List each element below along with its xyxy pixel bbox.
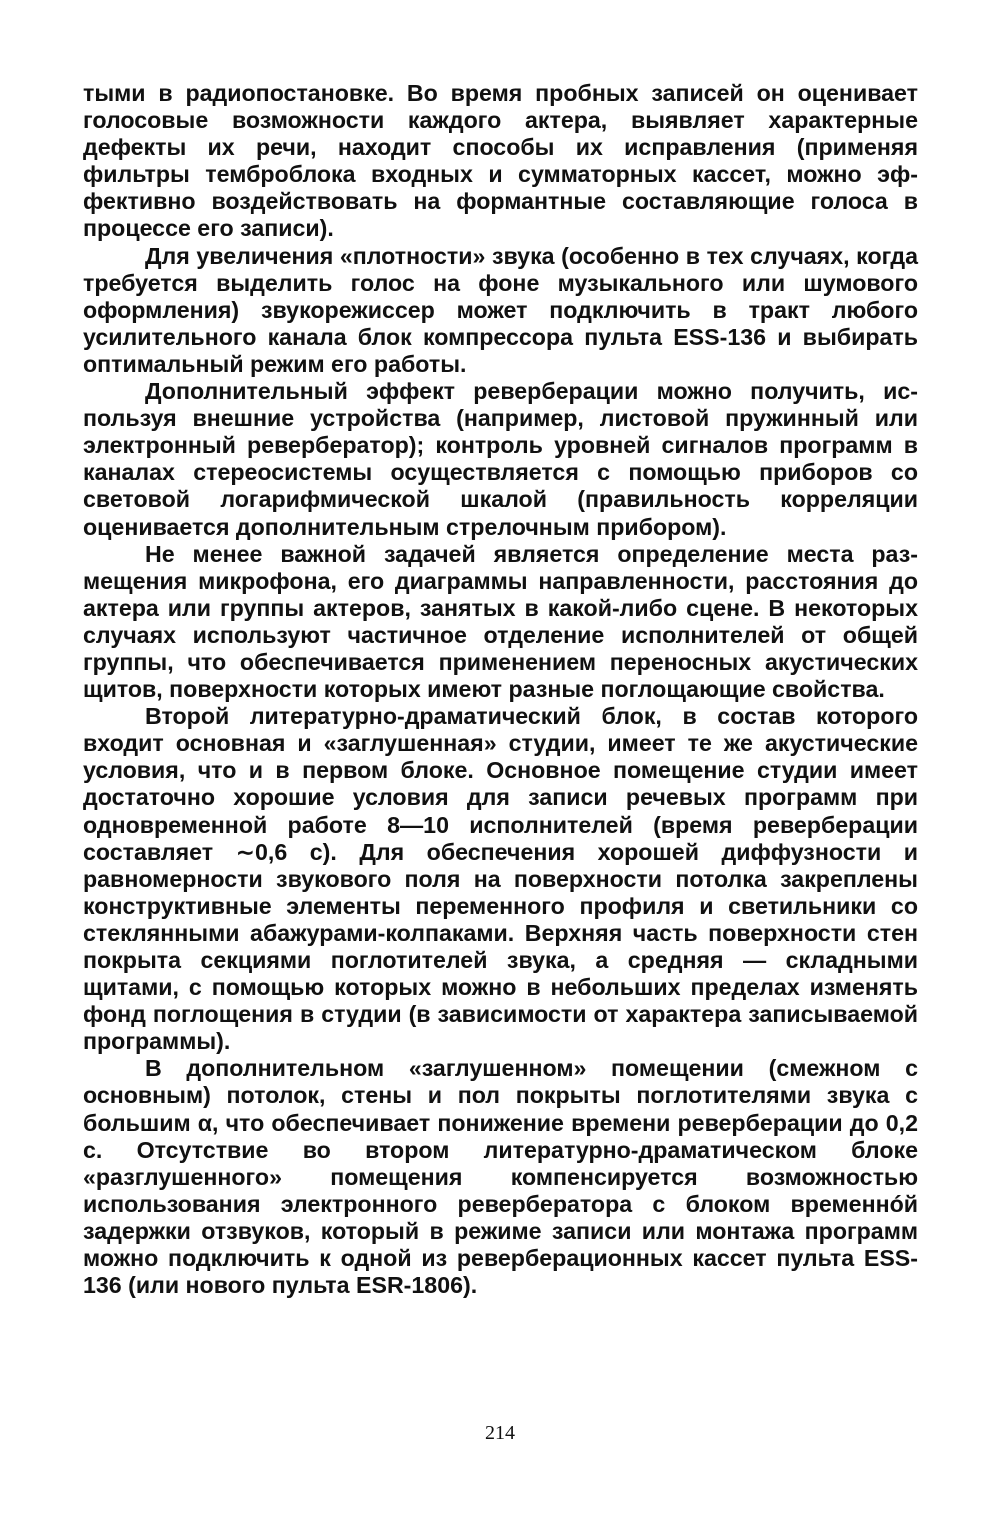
paragraph: Не менее важной задачей является определение места размещения микрофона, его диаграммы направленности, расстояния до актера или группы актеров, занятых в какой-либо сцене. В некоторых случаях используют частичное отделение исполнителей от общей группы, что обеспечивается применением переносных акустических щитов, поверхности которых имеют разные поглощающие свойства. (83, 540, 918, 703)
paragraph: В дополнительном «заглушенном» помещении (смежном с основным) потолок, стены и пол покрыты поглотителями звука с большим α, что обеспечивает понижение времени реверберации до 0,2 с. Отсутствие во втором литературно-драматическом блоке «разглушенного» помещения компенсируется возможностью использования электронного ревербератора с блоком временнóй задержки отзвуков, который в режиме записи или монтажа программ можно подключить к одной из реверберационных кассет пульта ESS-136 (или нового пульта ESR-1806). (83, 1055, 918, 1299)
paragraph: Для увеличения «плотности» звука (особенно в тех случаях, когда требуется выделить голос на фоне музыкального или шумового оформления) звукорежиссер может подключить в тракт любого усилительного канала блок компрессора пульта ESS-136 и выбирать оптимальный режим его работы. (83, 242, 918, 377)
page-text (83, 80, 918, 1299)
paragraph: тыми в радиопостановке. Во время пробных записей он оценивает голосовые возможности каждого актера, выявляет характерные дефекты их речи, находит способы их исправления (применяя фильтры темброблока входных и сумматорных кассет, можно эффективно воздействовать на формантные составляющие голоса в процессе его записи). (83, 80, 918, 242)
page-number: 214 (485, 1422, 515, 1444)
paragraph: Второй литературно-драматический блок, в состав которого входит основная и «заглушенная» студии, имеет те же акустические условия, что и в первом блоке. Основное помещение студии имеет достаточно хорошие условия для записи речевых программ при одновременной работе 8—10 исполнителей (время реверберации составляет ∼0,6 с). Для обеспечения хорошей диффузности и равномерности звукового поля на поверхности потолка закреплены конструктивные элементы переменного профиля и светильники со стеклянными абажурами-колпаками. Верхняя часть поверхности стен покрыта секциями поглотителей звука, а средняя — складными щитами, с помощью которых можно в небольших пределах изменять фонд поглощения в студии (в зависимости от характера записываемой программы). (83, 703, 918, 1055)
paragraph: Дополнительный эффект реверберации можно получить, используя внешние устройства (например, листовой пружинный или электронный ревербератор); контроль уровней сигналов программ в каналах стереосистемы осуществляется с помощью приборов со световой логарифмической шкалой (правильность корреляции оценивается дополнительным стрелочным прибором). (83, 378, 918, 540)
